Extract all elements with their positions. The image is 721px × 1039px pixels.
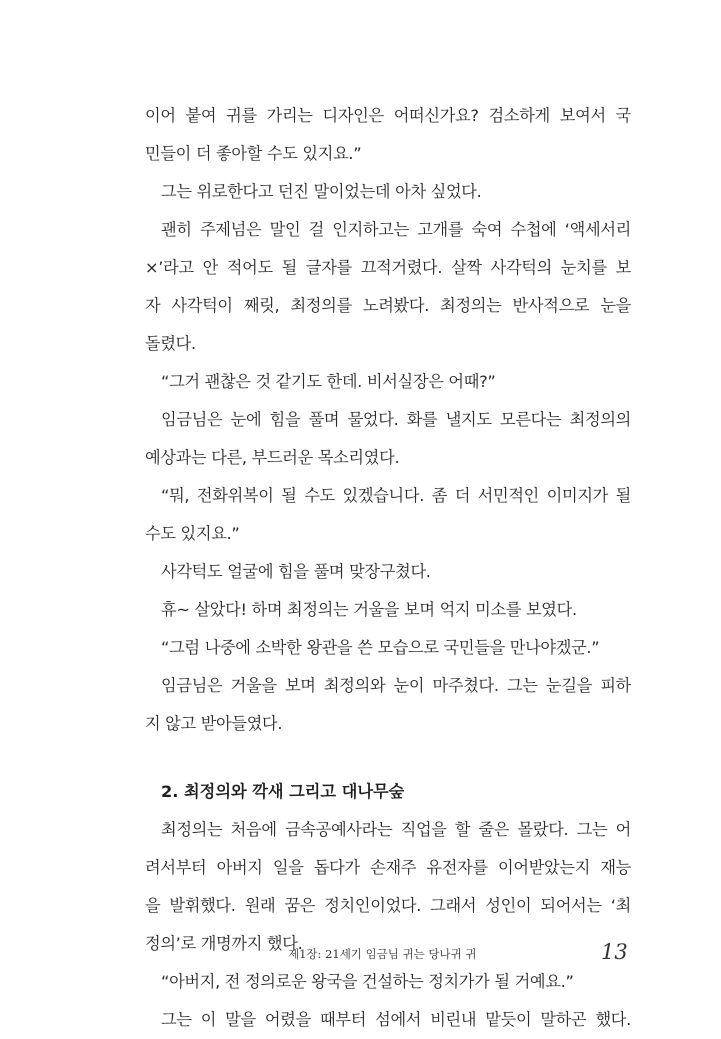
text-line: 자 사각턱이 째릿, 최정의를 노려봤다. 최정의는 반사적으로 눈을 xyxy=(145,296,631,315)
text-line: 을 발휘했다. 원래 꿈은 정치인이었다. 그래서 성인이 되어서는 ‘최 xyxy=(145,896,631,915)
body-text xyxy=(145,97,631,1039)
text-line: 사각턱도 얼굴에 힘을 풀며 맞장구쳤다. xyxy=(161,562,431,581)
text-line: 수도 있지요.” xyxy=(145,524,240,543)
text-line: 예상과는 다른, 부드러운 목소리였다. xyxy=(145,448,400,467)
text-line: 정의’로 개명까지 했다. xyxy=(145,934,303,953)
page-number: 13 xyxy=(601,940,628,964)
text-line: 괜히 주제넘은 말인 걸 인지하고는 고개를 숙여 수첩에 ‘액세서리 xyxy=(161,220,631,239)
text-line: 휴~ 살았다! 하며 최정의는 거울을 보며 억지 미소를 보였다. xyxy=(161,600,577,619)
text-line: 최정의는 처음에 금속공예사라는 직업을 할 줄은 몰랐다. 그는 어 xyxy=(161,820,631,839)
text-line: “아버지, 전 정의로운 왕국을 건설하는 정치가가 될 거예요.” xyxy=(161,972,574,991)
text-line: ×’라고 안 적어도 될 글자를 끄적거렸다. 살짝 사각턱의 눈치를 보 xyxy=(145,258,631,277)
text-line: 민들이 더 좋아할 수도 있지요.” xyxy=(145,144,362,163)
text-line: 그는 이 말을 어렸을 때부터 섬에서 비린내 맡듯이 말하곤 했다. xyxy=(161,1010,631,1029)
text-line: 그는 위로한다고 던진 말이었는데 아차 싶었다. xyxy=(161,182,482,201)
text-line: “그거 괜찮은 것 같기도 한데. 비서실장은 어때?” xyxy=(161,372,496,391)
running-head: 제1장: 21세기 임금님 귀는 당나귀 귀 xyxy=(288,947,477,961)
text-line: 이어 붙여 귀를 가리는 디자인은 어떠신가요? 검소하게 보여서 국 xyxy=(145,106,631,125)
section-heading: 2. 최정의와 깍새 그리고 대나무숲 xyxy=(161,782,405,801)
text-line: “그럼 나중에 소박한 왕관을 쓴 모습으로 국민들을 만나야겠군.” xyxy=(161,638,600,657)
section-gap xyxy=(145,743,631,773)
text-line: 지 않고 받아들였다. xyxy=(145,714,283,733)
text-line: 려서부터 아버지 일을 돕다가 손재주 유전자를 이어받았는지 재능 xyxy=(145,858,631,877)
text-line: 돌렸다. xyxy=(145,334,196,353)
page-footer xyxy=(0,940,721,980)
text-line: 임금님은 눈에 힘을 풀며 물었다. 화를 낼지도 모른다는 최정의의 xyxy=(161,410,631,429)
text-line: “뭐, 전화위복이 될 수도 있겠습니다. 좀 더 서민적인 이미지가 될 xyxy=(161,486,631,505)
text-line: 임금님은 거울을 보며 최정의와 눈이 마주쳤다. 그는 눈길을 피하 xyxy=(161,676,631,695)
